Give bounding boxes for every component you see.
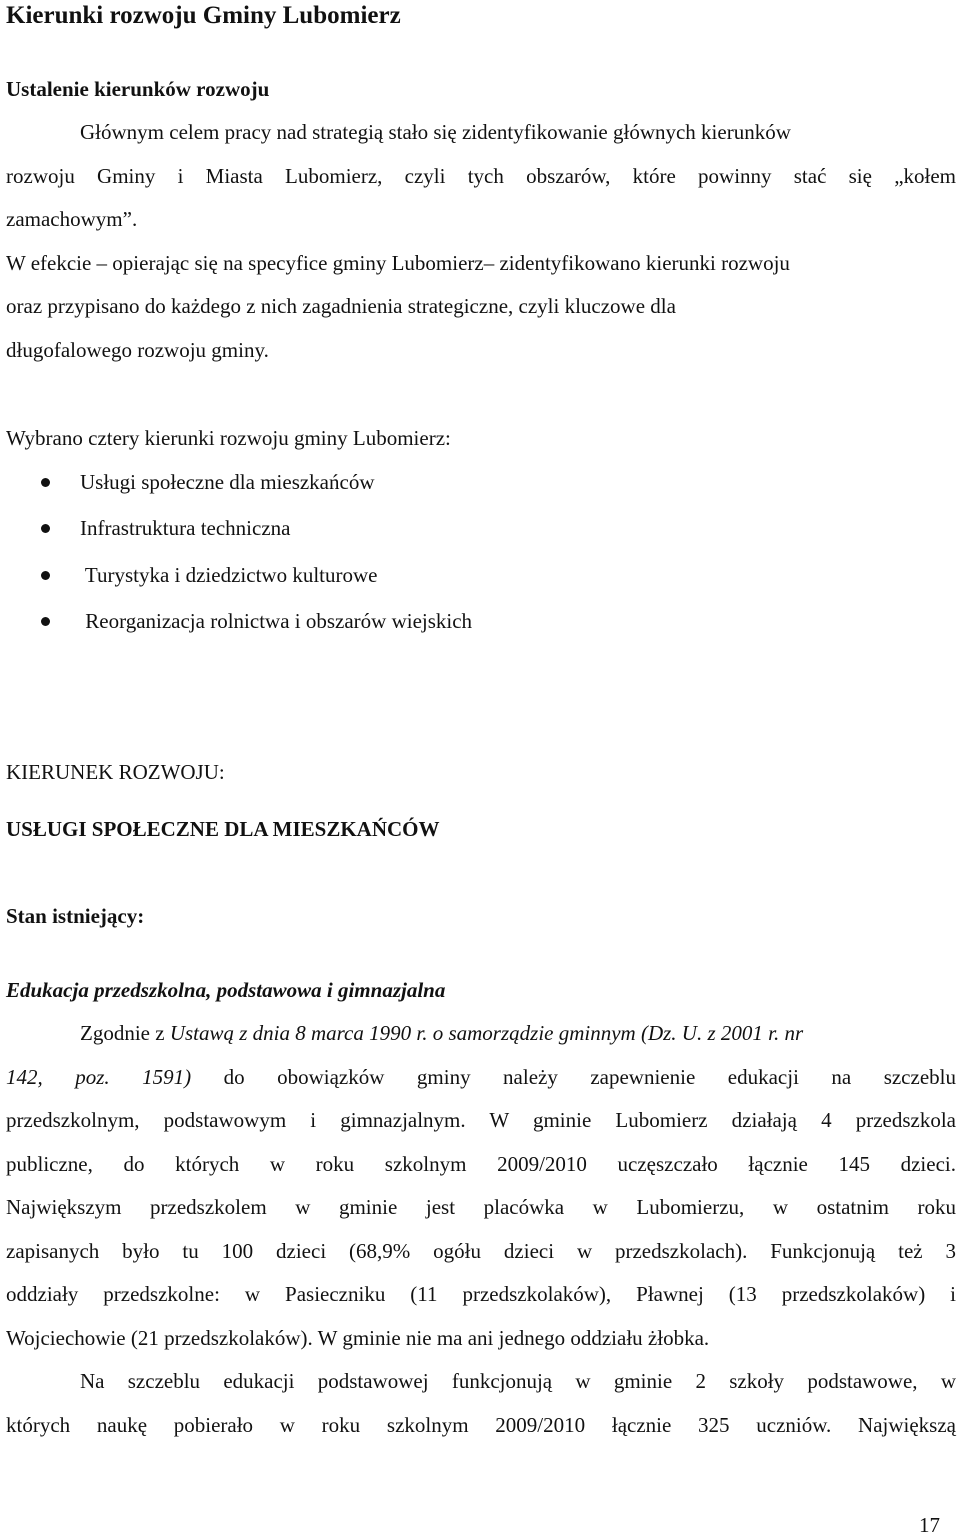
- paragraph-line: Wojciechowie (21 przedszkolaków). W gminie nie ma ani jednego oddziału żłobka.: [6, 1326, 710, 1350]
- law-citation: 142, poz. 1591): [6, 1065, 192, 1089]
- paragraph-line: [80, 1019, 803, 1047]
- paragraph-line: rozwoju Gminy i Miasta Lubomierz, czyli tych obszarów, które powinny stać się „kołem: [6, 164, 956, 188]
- bullet-icon: [41, 524, 50, 533]
- list-intro: Wybrano cztery kierunki rozwoju gminy Lubomierz:: [6, 426, 451, 450]
- paragraph-line: Głównym celem pracy nad strategią stało się zidentyfikowanie głównych kierunków: [80, 120, 791, 144]
- text-run: Zgodnie z: [80, 1021, 170, 1045]
- paragraph-line: których naukę pobierało w roku szkolnym 2009/2010 łącznie 325 uczniów. Największą: [6, 1413, 956, 1437]
- paragraph-line: Największym przedszkolem w gminie jest placówka w Lubomierzu, w ostatnim roku: [6, 1195, 956, 1219]
- list-item: Turystyka i dziedzictwo kulturowe: [80, 563, 378, 587]
- paragraph-line: Na szczeblu edukacji podstawowej funkcjonują w gminie 2 szkoły podstawowe, w: [80, 1369, 956, 1393]
- list-item: Usługi społeczne dla mieszkańców: [80, 470, 375, 494]
- paragraph-line: przedszkolnym, podstawowym i gimnazjalnym. W gminie Lubomierz działają 4 przedszkola: [6, 1108, 956, 1132]
- paragraph-line: W efekcie – opierając się na specyfice gminy Lubomierz– zidentyfikowano kierunki rozwoju: [6, 251, 790, 275]
- direction-label: KIERUNEK ROZWOJU:: [6, 760, 225, 784]
- bullet-icon: [41, 617, 50, 626]
- state-heading: Stan istniejący:: [6, 904, 145, 928]
- paragraph-line: publiczne, do których w roku szkolnym 2009/2010 uczęszczało łącznie 145 dzieci.: [6, 1152, 956, 1176]
- direction-name: USŁUGI SPOŁECZNE DLA MIESZKAŃCÓW: [6, 817, 440, 841]
- text-run: do obowiązków gminy należy zapewnienie edukacji na szczeblu: [191, 1065, 956, 1089]
- list-item: Reorganizacja rolnictwa i obszarów wiejskich: [80, 609, 473, 633]
- paragraph-line: [6, 1063, 956, 1091]
- list-item: Infrastruktura techniczna: [80, 516, 291, 540]
- paragraph-line: oddziały przedszkolne: w Pasieczniku (11 przedszkolaków), Pławnej (13 przedszkolaków) i: [6, 1282, 956, 1306]
- paragraph-line: oraz przypisano do każdego z nich zagadnienia strategiczne, czyli kluczowe dla: [6, 294, 676, 318]
- paragraph-line: zamachowym”.: [6, 207, 138, 231]
- paragraph-line: długofalowego rozwoju gminy.: [6, 338, 269, 362]
- bullet-icon: [41, 478, 50, 487]
- section-heading: Ustalenie kierunków rozwoju: [6, 77, 270, 101]
- paragraph-line: zapisanych było tu 100 dzieci (68,9% ogółu dzieci w przedszkolach). Funkcjonują też 3: [6, 1239, 956, 1263]
- state-subheading: Edukacja przedszkolna, podstawowa i gimnazjalna: [6, 978, 446, 1002]
- page-number: 17: [919, 1513, 940, 1537]
- bullet-icon: [41, 571, 50, 580]
- page-title: Kierunki rozwoju Gminy Lubomierz: [6, 2, 401, 29]
- law-citation: Ustawą z dnia 8 marca 1990 r. o samorządzie gminnym (Dz. U. z 2001 r. nr: [169, 1021, 804, 1045]
